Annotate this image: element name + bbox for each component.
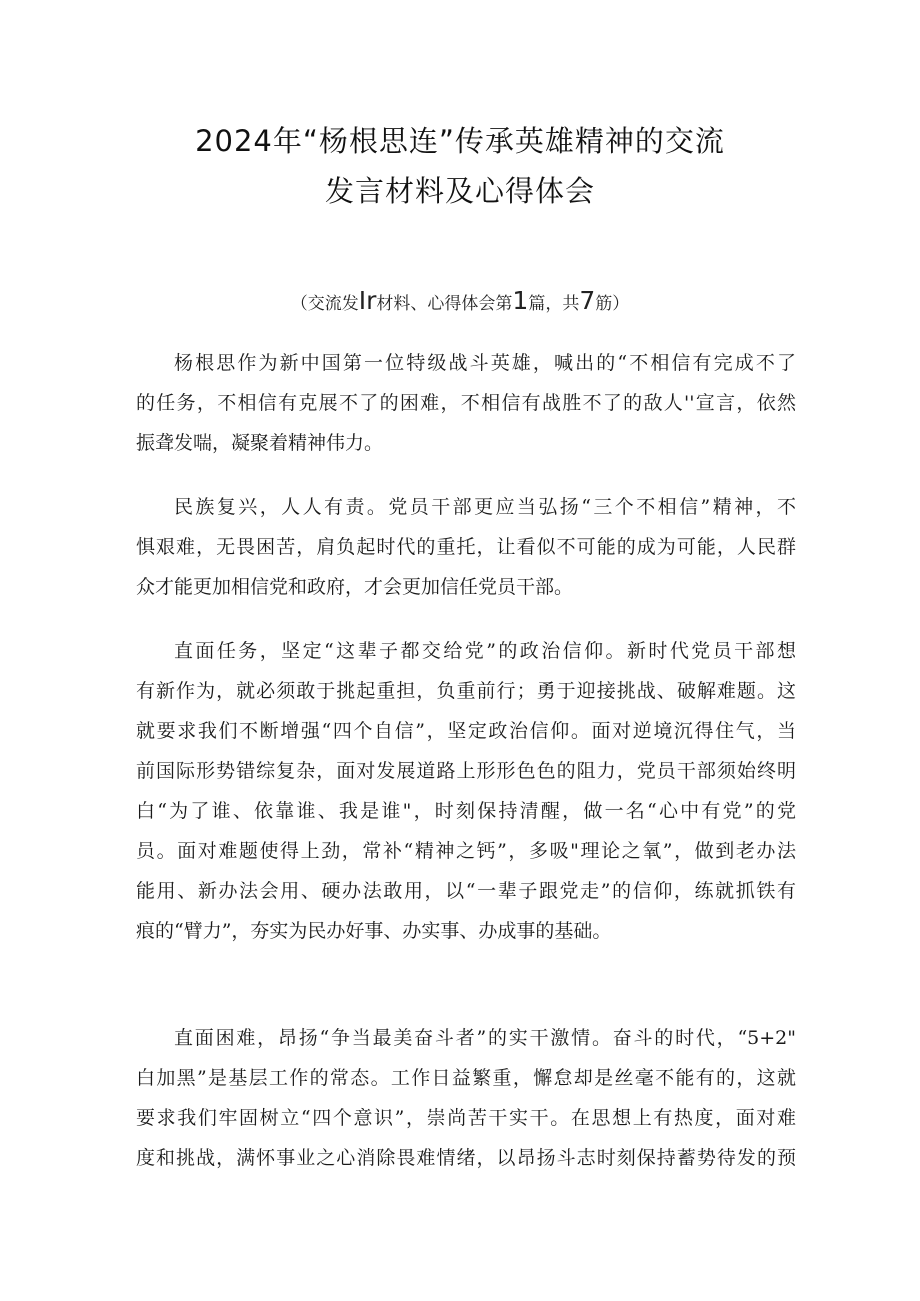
paragraph-line: 白“为了谁、依靠谁、我是谁"，时刻保持清醒，做一名“心中有党”的党 [136, 800, 796, 822]
subtitle-total-number: 7 [579, 286, 596, 315]
paragraph-line: 惧艰难，无畏困苦，肩负起时代的重托，让看似不可能的成为可能，人民群 [136, 536, 796, 558]
paragraph-line: 就要求我们不断增强“四个自信”，坚定政治信仰。面对逆境沉得住气，当 [136, 720, 796, 742]
document-subtitle [0, 286, 920, 315]
subtitle-middle: 材料、心得体会第 [376, 294, 513, 314]
paragraph-4 [136, 1018, 796, 1178]
paragraph-line: 前国际形势错综复杂，面对发展道路上形形色色的阻力，党员干部须始终明 [136, 760, 796, 782]
paragraph-line: 直面困难，昂扬“争当最美奋斗者”的实干激情。奋斗的时代，“5+2" [174, 1027, 796, 1049]
paragraph-line: 痕的“臂力”，夯实为民办好事、办实事、办成事的基础。 [136, 920, 612, 942]
subtitle-part-number: 1 [512, 286, 529, 315]
document-title-line-1: 2024年“杨根思连”传承英雄精神的交流 [195, 124, 725, 158]
paragraph-line: 度和挑战，满怀事业之心消除畏难情绪，以昂扬斗志时刻保持蓄势待发的预 [136, 1147, 796, 1169]
subtitle-mid2: 篇，共 [528, 294, 580, 314]
paragraph-3 [136, 631, 796, 951]
subtitle-prefix: （交流发 [290, 294, 359, 314]
paragraph-line: 杨根思作为新中国第一位特级战斗英雄，喊出的“不相信有完成不了 [174, 352, 796, 374]
paragraph-2 [136, 487, 796, 607]
paragraph-line: 振聋发喘，凝聚着精神伟力。 [136, 432, 384, 454]
paragraph-line: 直面任务，坚定“这辈子都交给党”的政治信仰。新时代党员干部想 [174, 640, 796, 662]
paragraph-line: 有新作为，就必须敢于挑起重担，负重前行；勇于迎接挑战、破解难题。这 [136, 680, 796, 702]
paragraph-line: 民族复兴，人人有责。党员干部更应当弘扬“三个不相信”精神，不 [174, 496, 796, 518]
paragraph-line: 的任务，不相信有克展不了的困难，不相信有战胜不了的敌人''宣言，依然 [136, 392, 796, 414]
paragraph-1 [136, 343, 796, 463]
subtitle-glyph: Ir [358, 286, 377, 315]
subtitle-suffix: 筋） [595, 294, 630, 314]
paragraph-line: 白加黑”是基层工作的常态。工作日益繁重，懈怠却是丝毫不能有的，这就 [136, 1067, 796, 1089]
paragraph-line: 众才能更加相信党和政府，才会更加信任党员干部。 [136, 576, 574, 598]
paragraph-line: 要求我们牢固树立“四个意识”，崇尚苦干实干。在思想上有热度，面对难 [136, 1107, 796, 1129]
paragraph-line: 能用、新办法会用、硬办法敢用，以“一辈子跟党走”的信仰，练就抓铁有 [136, 880, 796, 902]
document-title-line-2: 发言材料及心得体会 [324, 174, 595, 208]
paragraph-line: 员。面对难题使得上劲，常补“精神之钙”，多吸"理论之氧”，做到老办法 [136, 840, 796, 862]
